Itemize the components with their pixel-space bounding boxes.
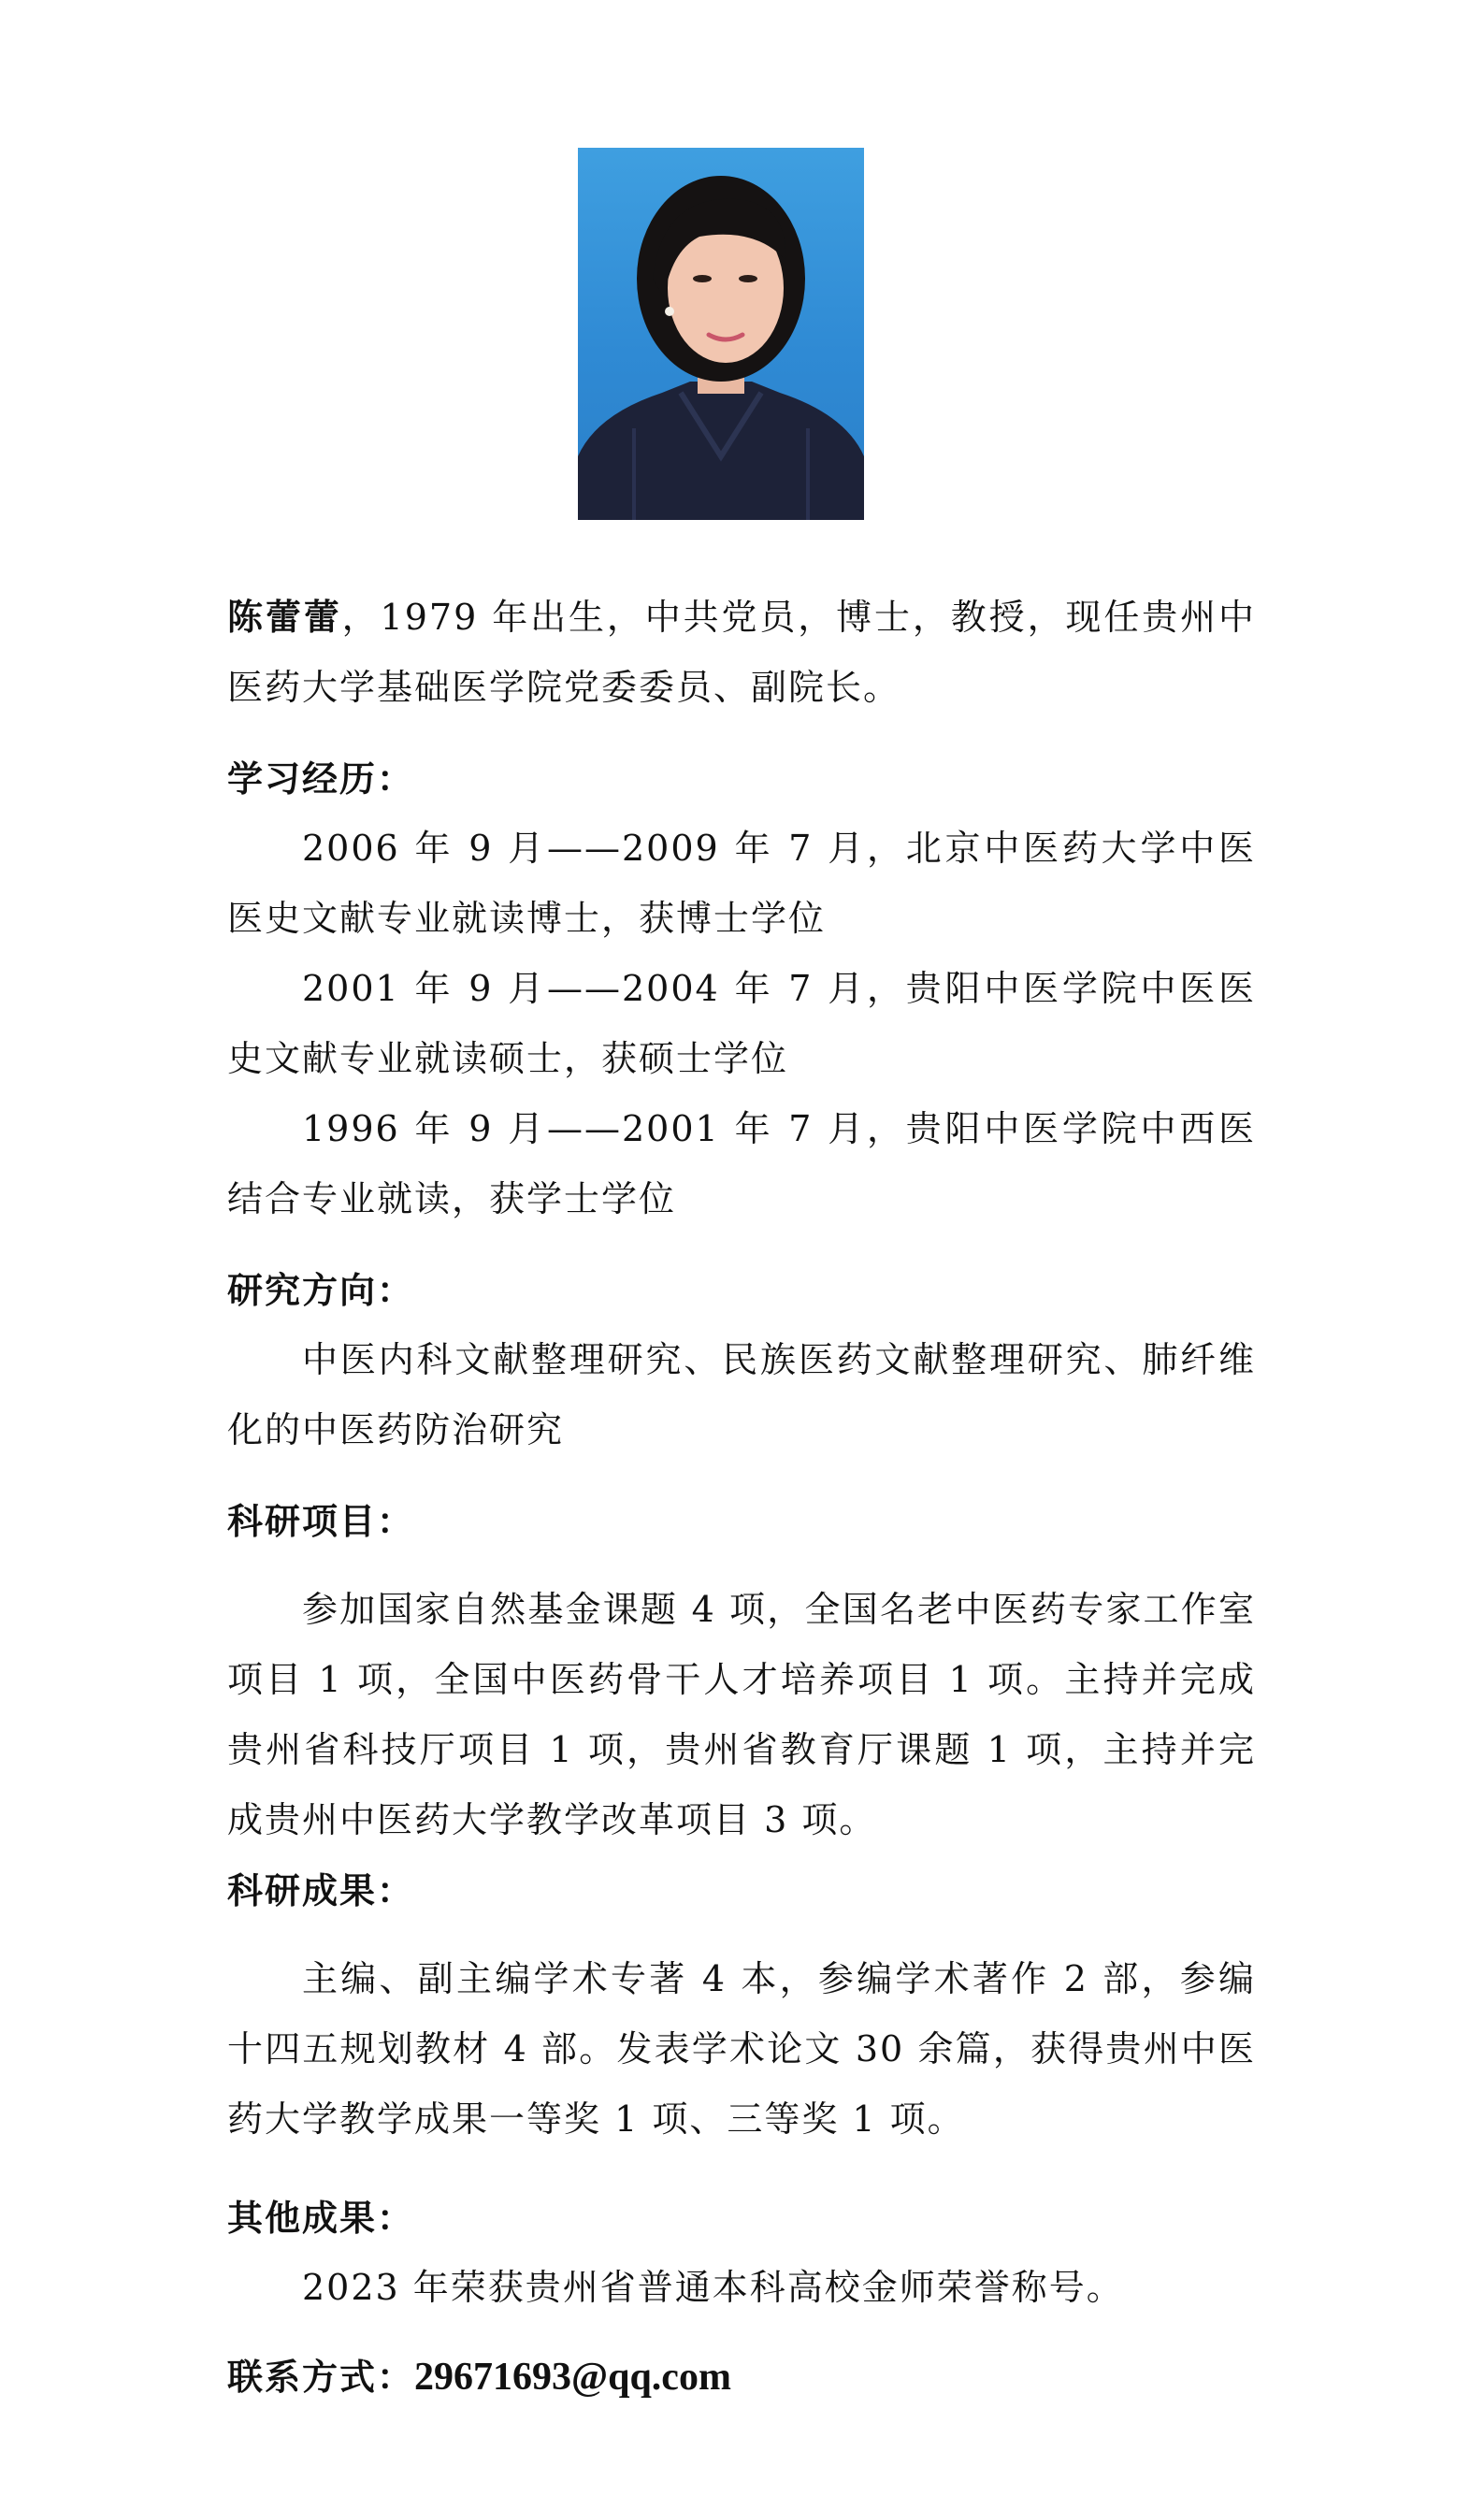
person-name: 陈蕾蕾 (227, 596, 342, 638)
study-item: 2001 年 9 月——2004 年 7 月，贵阳中医学院中医医史文献专业就读硕士，获硕士学位 (227, 968, 1256, 1079)
achievements-heading: 科研成果： (227, 1869, 415, 1911)
intro-text: ，1979 年出生，中共党员，博士，教授，现任贵州中医药大学基础医学院党委委员、副院长。 (227, 597, 1256, 708)
research-direction-heading: 研究方向： (227, 1269, 415, 1311)
study-heading: 学习经历： (227, 757, 415, 800)
achievements-text: 主编、副主编学术专著 4 本，参编学术著作 2 部，参编十四五规划教材 4 部。发表学术论文 30 余篇，获得贵州中医药大学教学成果一等奖 1 项、三等奖 1 项。 (227, 1958, 1256, 2140)
study-item: 2006 年 9 月——2009 年 7 月，北京中医药大学中医医史文献专业就读博士，获博士学位 (227, 828, 1256, 939)
profile-text (227, 582, 1256, 2413)
portrait-photo (578, 148, 864, 520)
projects-text: 参加国家自然基金课题 4 项，全国名老中医药专家工作室项目 1 项，全国中医药骨干人才培养项目 1 项。主持并完成贵州省科技厅项目 1 项，贵州省教育厅课题 1 项，主持并完成贵州中医药大学教学改革项目 3 项。 (227, 1589, 1256, 1840)
other-text: 2023 年荣获贵州省普通本科高校金师荣誉称号。 (302, 2267, 1124, 2308)
other-heading: 其他成果： (227, 2197, 415, 2239)
research-direction-text: 中医内科文献整理研究、民族医药文献整理研究、肺纤维化的中医药防治研究 (227, 1339, 1256, 1450)
intro-paragraph (227, 582, 1256, 723)
projects-heading: 科研项目： (227, 1500, 415, 1542)
contact-line (227, 2342, 1256, 2413)
contact-label: 联系方式： (227, 2356, 415, 2398)
study-item: 1996 年 9 月——2001 年 7 月，贵阳中医学院中西医结合专业就读，获学士学位 (227, 1108, 1256, 1219)
portrait-illustration (578, 148, 864, 520)
contact-email: 29671693@qq.com (414, 2356, 731, 2399)
